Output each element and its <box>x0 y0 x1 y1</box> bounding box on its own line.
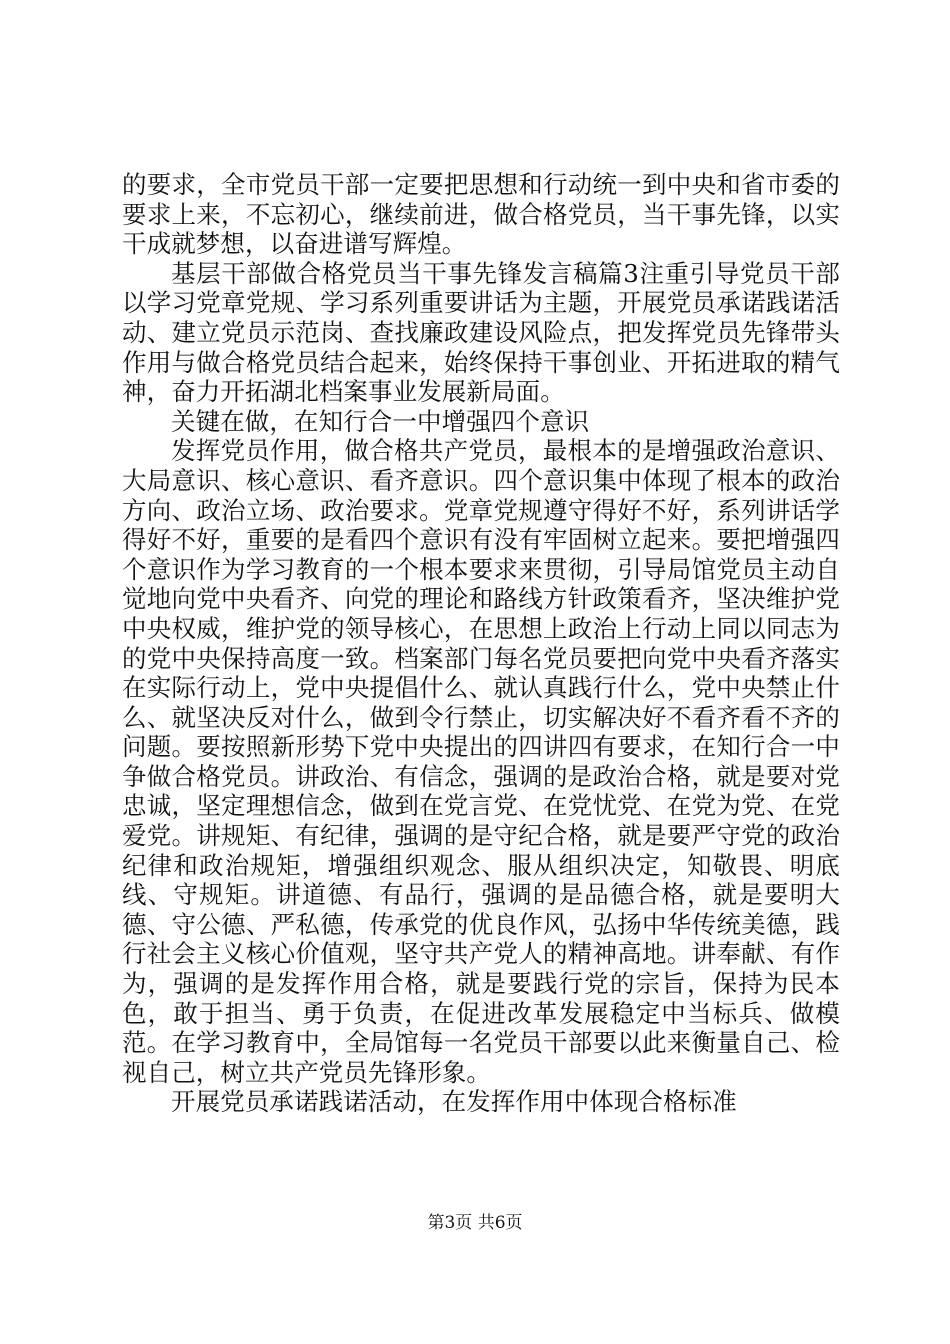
paragraph-continuation: 的要求，全市党员干部一定要把思想和行动统一到中央和省市委的要求上来，不忘初心，继续前进，做合格党员，当干事先锋，以实干成就梦想，以奋进谱写辉煌。 <box>122 170 840 259</box>
paragraph-heading-four-awareness: 关键在做，在知行合一中增强四个意识 <box>171 406 590 436</box>
paragraph-four-awareness-body: 发挥党员作用，做合格共产党员，最根本的是增强政治意识、大局意识、核心意识、看齐意识。四个意识集中体现了根本的政治方向、政治立场、政治要求。党章党规遵守得好不好，系列讲话学得好不好，重要的是看四个意识有没有牢固树立起来。要把增强四个意识作为学习教育的一个根本要求来贯彻，引导局馆党员主动自觉地向党中央看齐、向党的理论和路线方针政策看齐，坚决维护党中央权威，维护党的领导核心，在思想上政治上行动上同以同志为的党中央保持高度一致。档案部门每名党员要把向党中央看齐落实在实际行动上，党中央提倡什么、就认真践行什么，党中央禁止什么、就坚决反对什么，做到令行禁止，切实解决好不看齐看不齐的问题。要按照新形势下党中央提出的四讲四有要求，在知行合一中争做合格党员。讲政治、有信念，强调的是政治合格，就是要对党忠诚，坚定理想信念，做到在党言党、在党忧党、在党为党、在党爱党。讲规矩、有纪律，强调的是守纪合格，就是要严守党的政治纪律和政治规矩，增强组织观念、服从组织决定，知敬畏、明底线、守规矩。讲道德、有品行，强调的是品德合格，就是要明大德、守公德、严私德，传承党的优良作风，弘扬中华传统美德，践行社会主义核心价值观，坚守共产党人的精神高地。讲奉献、有作为，强调的是发挥作用合格，就是要践行党的宗旨，保持为民本色，敢于担当、勇于负责，在促进改革发展稳定中当标兵、做模范。在学习教育中，全局馆每一名党员干部要以此来衡量自己、检视自己，树立共产党员先锋形象。 <box>122 436 840 1087</box>
paragraph-heading-pledge: 开展党员承诺践诺活动，在发挥作用中体现合格标准 <box>171 1087 737 1117</box>
document-body <box>122 170 840 1117</box>
paragraph-section-intro: 基层干部做合格党员当干事先锋发言稿篇3注重引导党员干部以学习党章党规、学习系列重要讲话为主题，开展党员承诺践诺活动、建立党员示范岗、查找廉政建设风险点，把发挥党员先锋带头作用与做合格党员结合起来，始终保持干事创业、开拓进取的精气神，奋力开拓湖北档案事业发展新局面。 <box>122 258 840 407</box>
page-number-footer: 第3页 共6页 <box>427 1213 523 1233</box>
